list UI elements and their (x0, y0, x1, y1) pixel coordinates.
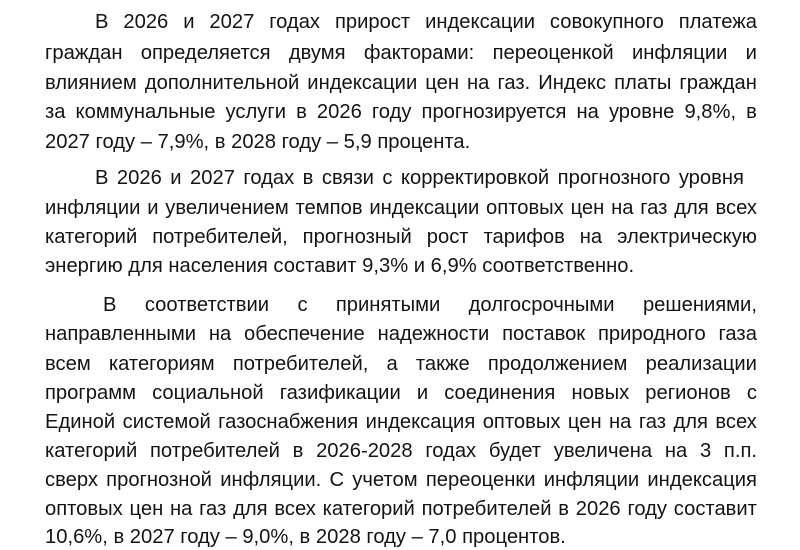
word: корректировкой (400, 167, 550, 189)
word: индексации (425, 11, 536, 33)
word: 2026 (316, 101, 362, 123)
word: на (576, 101, 599, 123)
word: В (95, 11, 109, 33)
word: 2026-2028 (316, 440, 413, 462)
word: 2026 (575, 498, 621, 520)
word: поставок (502, 323, 586, 345)
paragraph-3-line-5 (45, 409, 757, 435)
word: инфляции (631, 42, 728, 64)
word: инфляции (45, 197, 141, 219)
word: цен (425, 72, 459, 94)
word: категорий (45, 440, 138, 462)
word: увеличена (553, 440, 653, 462)
word: 2026 (116, 167, 162, 189)
paragraph-3-line-2 (45, 321, 757, 347)
word: увеличением (165, 197, 289, 219)
word: индексации (307, 72, 418, 94)
word: потребителей (421, 498, 552, 520)
word: двумя (288, 42, 346, 64)
paragraph-3-line-8 (45, 496, 757, 522)
word: газификации (279, 382, 401, 404)
word: инфляции. (220, 469, 322, 491)
word: учетом (352, 469, 418, 491)
word: 9,8%, (684, 101, 737, 123)
word: газ (199, 498, 227, 520)
word: граждан (679, 72, 757, 94)
word: потребителей, (152, 226, 288, 248)
word: новых (571, 382, 630, 404)
word: переоценкой (492, 42, 614, 64)
word: влиянием (45, 72, 137, 94)
word: соединения (444, 382, 556, 404)
word: также (415, 353, 470, 375)
word: прирост (334, 11, 411, 33)
word: услуги (225, 101, 287, 123)
word: социальной (152, 382, 264, 404)
word: решениями, (642, 294, 757, 316)
word: газ (640, 197, 668, 219)
word: на (467, 72, 490, 94)
word: реализации (645, 353, 757, 375)
word: и (745, 42, 757, 64)
word: 3 (699, 440, 712, 462)
word: надежности (377, 323, 490, 345)
paragraph-3-line-4 (45, 380, 757, 406)
word: году (627, 498, 668, 520)
word: цен (567, 411, 602, 433)
word: программ (45, 382, 136, 404)
word: 2026 (123, 11, 169, 33)
word: на (664, 440, 688, 462)
word: всех (715, 411, 757, 433)
word: будет (488, 440, 542, 462)
word: переоценки (425, 469, 536, 491)
paragraph-1-line-2 (45, 40, 757, 66)
word: цен (570, 197, 605, 219)
word: инфляции (543, 469, 640, 491)
word: годах (269, 11, 321, 33)
word: обеспечение (244, 323, 365, 345)
word: в (302, 167, 314, 189)
word: прогнозный (302, 226, 412, 248)
word: для (233, 498, 268, 520)
word: направленными (45, 323, 196, 345)
word: на (579, 226, 603, 248)
word: принятыми (335, 294, 441, 316)
paragraph-2-line-2 (45, 195, 757, 221)
word: на (169, 498, 193, 520)
word: продолжением (487, 353, 628, 375)
word: категорий (322, 498, 415, 520)
word: связи (321, 167, 374, 189)
word: и (183, 11, 195, 33)
word: Единой (45, 411, 116, 433)
word: а (386, 353, 398, 375)
word: электрическую (617, 226, 757, 248)
word: оптовых (45, 498, 123, 520)
paragraph-3-line-3 (45, 351, 757, 377)
word: индексация (647, 469, 757, 491)
word: долгосрочными (468, 294, 615, 316)
word: 2027 (190, 167, 235, 189)
word: за (45, 101, 66, 123)
paragraph-2-line-4: энергию для населения составит 9,3% и 6,9% соответственно. (45, 255, 635, 277)
word: платежа (678, 11, 757, 33)
word: тарифов (483, 226, 565, 248)
word: и (170, 167, 182, 189)
paragraph-3-line-7 (45, 467, 757, 493)
word: коммунальные (75, 101, 216, 123)
word: газ. (497, 72, 531, 94)
word: совокупного (549, 11, 664, 33)
word: темпов (295, 197, 363, 219)
word: дополнительной (144, 72, 300, 94)
word: с (382, 167, 393, 189)
word: в (292, 440, 304, 462)
word: составит (673, 498, 757, 520)
paragraph-1-line-5: 2027 году – 7,9%, в 2028 году – 5,9 процента. (45, 131, 471, 153)
paragraph-1-line-1 (95, 9, 757, 35)
word: прогнозируется (421, 101, 567, 123)
word: и (147, 197, 159, 219)
word: п.п. (723, 440, 757, 462)
word: году (371, 101, 412, 123)
word: в (746, 101, 757, 123)
word: платы (614, 72, 672, 94)
word: годах (243, 167, 295, 189)
paragraph-3-line-6 (45, 438, 757, 464)
word: газа (718, 323, 757, 345)
paragraph-2-line-1 (95, 165, 744, 191)
word: в (296, 101, 307, 123)
word: уровне (608, 101, 675, 123)
word: потребителей (149, 440, 280, 462)
word: индексации (369, 197, 480, 219)
word: с (297, 294, 308, 316)
word: категориям (108, 353, 215, 375)
word: на (609, 411, 632, 433)
word: оптовых (486, 197, 564, 219)
word: уровня (678, 167, 744, 189)
paragraph-3-line-1 (103, 292, 757, 318)
word: всех (715, 197, 757, 219)
word: Индекс (538, 72, 607, 94)
paragraph-1-line-3 (45, 70, 757, 96)
word: с (746, 382, 757, 404)
word: газ (638, 411, 667, 433)
word: рост (426, 226, 469, 248)
word: соответствии (144, 294, 270, 316)
word: сверх (45, 469, 98, 491)
word: С (329, 469, 345, 491)
word: факторами: (363, 42, 475, 64)
word: оптовых (482, 411, 561, 433)
word: на (611, 197, 634, 219)
word: определяется (140, 42, 271, 64)
word: всех (274, 498, 316, 520)
word: в (558, 498, 569, 520)
word: годах (425, 440, 477, 462)
word: прогнозного (557, 167, 671, 189)
word: категорий (45, 226, 138, 248)
word: системой (122, 411, 211, 433)
word: газоснабжения (218, 411, 359, 433)
paragraph-3-line-9: 10,6%, в 2027 году – 9,0%, в 2028 году – 7,0 процентов. (45, 526, 566, 548)
word: индексация (365, 411, 476, 433)
word: и (416, 382, 429, 404)
word: потребителей, (232, 353, 369, 375)
paragraph-2-line-3 (45, 224, 757, 250)
word: для (673, 411, 708, 433)
word: граждан (45, 42, 123, 64)
word: 2027 (209, 11, 255, 33)
word: на (208, 323, 232, 345)
word: для (674, 197, 709, 219)
paragraph-1-line-4 (45, 99, 757, 125)
word: прогнозной (106, 469, 212, 491)
word: природного (597, 323, 706, 345)
word: регионов (645, 382, 731, 404)
word: В (103, 294, 117, 316)
word: всем (45, 353, 91, 375)
word: В (95, 167, 109, 189)
word: цен (129, 498, 164, 520)
